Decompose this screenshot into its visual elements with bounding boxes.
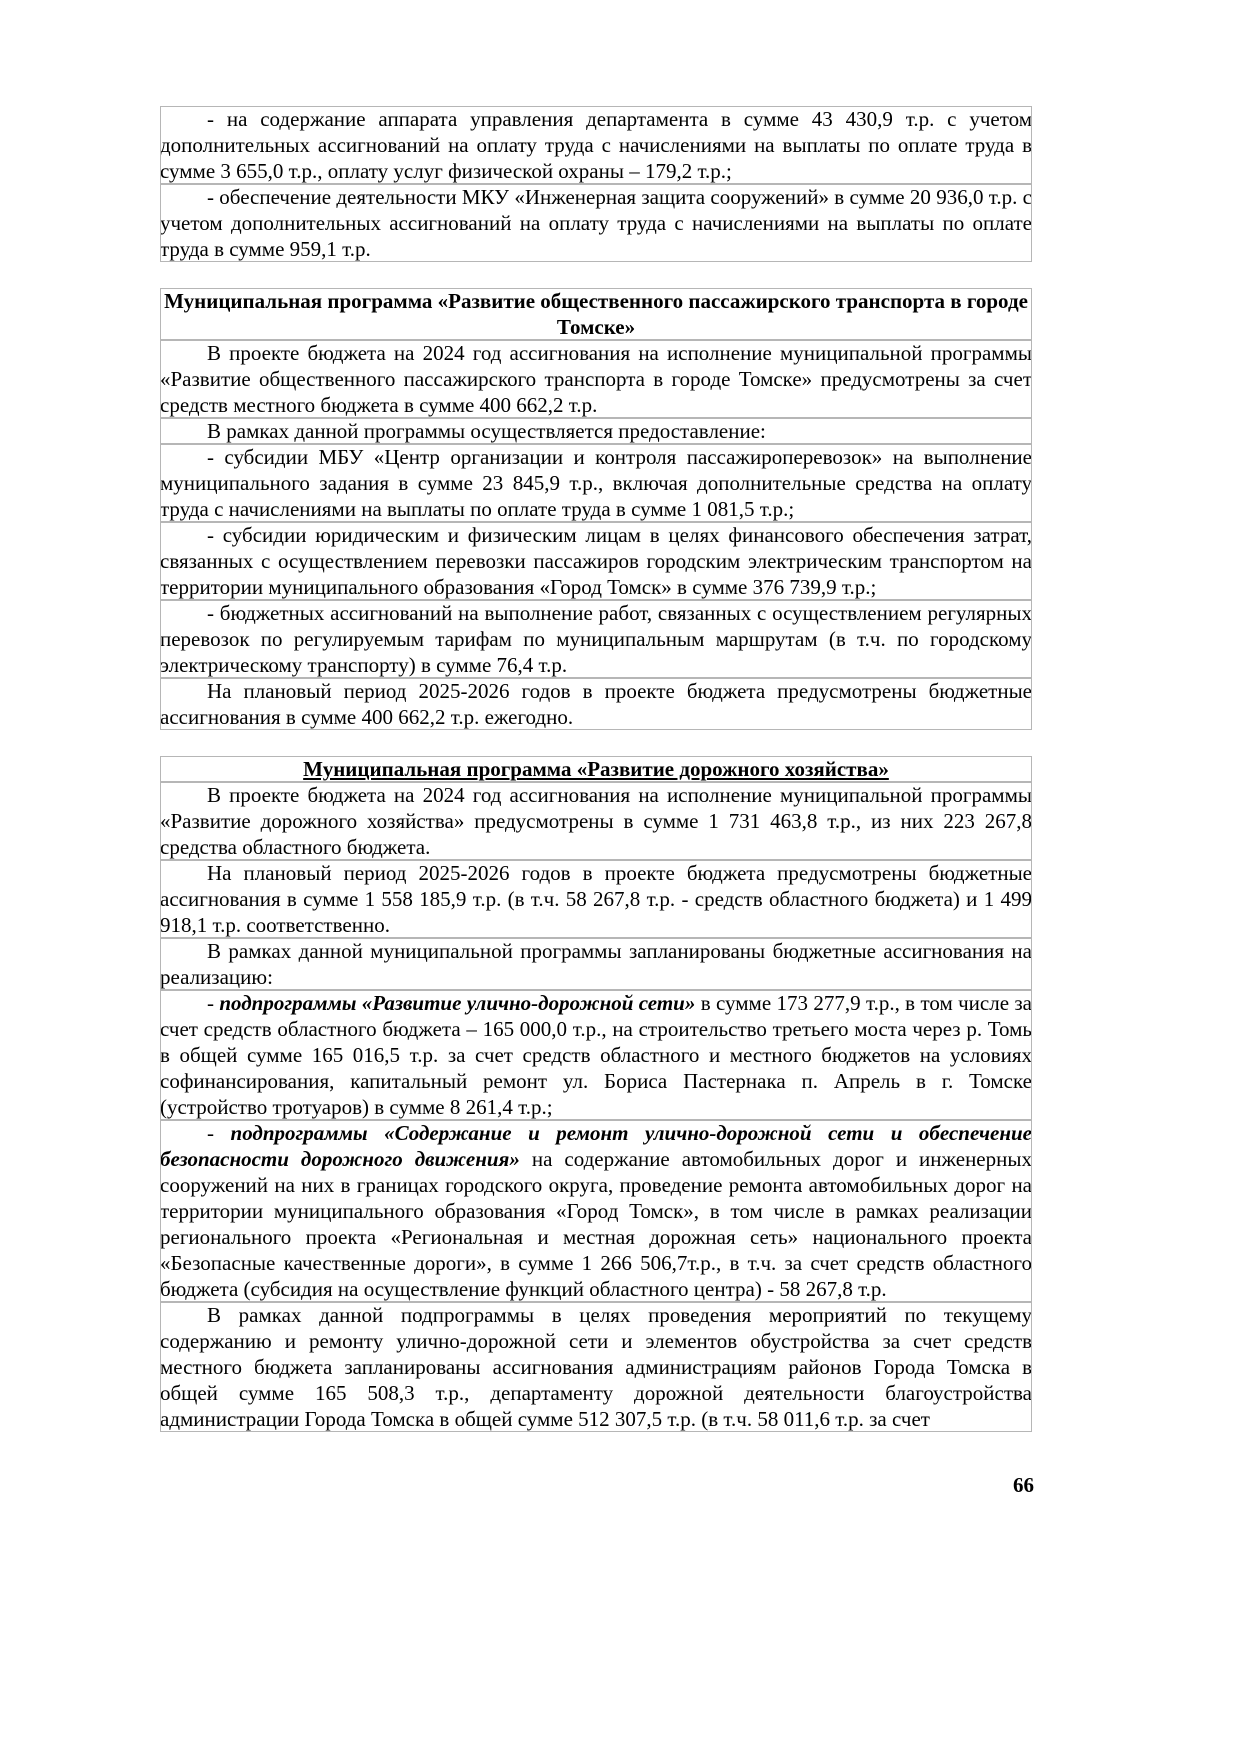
document-content bbox=[160, 106, 1032, 1432]
paragraph bbox=[160, 418, 1032, 444]
body-text: - bbox=[207, 1121, 231, 1145]
paragraph bbox=[160, 678, 1032, 730]
body-text: В рамках данной муниципальной программы запланированы бюджетные ассигнования на реализацию: bbox=[160, 939, 1032, 989]
body-text: в сумме 173 277,9 т.р., в том числе за счет средств областного бюджета – 165 000,0 т.р., на строительство третьего моста через р. Томь в общей сумме 165 016,5 т.р. за счет средств областного и местного бюджетов на условиях софинансирования, капитальный ремонт ул. Бориса Пастернака п. Апрель в г. Томске (устройство тротуаров) в сумме 8 261,4 т.р.; bbox=[160, 991, 1032, 1119]
paragraph bbox=[160, 860, 1032, 938]
paragraph bbox=[160, 1120, 1032, 1302]
body-text: - обеспечение деятельности МКУ «Инженерная защита сооружений» в сумме 20 936,0 т.р. с учетом дополнительных ассигнований на оплату труда с начислениями на выплаты по оплате труда в сумме 959,1 т.р. bbox=[160, 185, 1032, 261]
paragraph bbox=[160, 184, 1032, 262]
body-text: В проекте бюджета на 2024 год ассигнования на исполнение муниципальной программы «Развитие общественного пассажирского транспорта в городе Томске» предусмотрены за счет средств местного бюджета в сумме 400 662,2 т.р. bbox=[160, 341, 1032, 417]
body-text: На плановый период 2025-2026 годов в проекте бюджета предусмотрены бюджетные ассигнования в сумме 1 558 185,9 т.р. (в т.ч. 58 267,8 т.р. - средств областного бюджета) и 1 499 918,1 т.р. соответственно. bbox=[160, 861, 1032, 937]
paragraph bbox=[160, 600, 1032, 678]
body-text: В рамках данной программы осуществляется предоставление: bbox=[207, 419, 766, 443]
paragraph bbox=[160, 522, 1032, 600]
blank-line bbox=[160, 262, 1032, 288]
paragraph bbox=[160, 340, 1032, 418]
page-number: 66 bbox=[1013, 1473, 1034, 1497]
paragraph bbox=[160, 1302, 1032, 1432]
section-heading bbox=[160, 756, 1032, 782]
body-text: - бюджетных ассигнований на выполнение работ, связанных с осуществлением регулярных перевозок по регулируемым тарифам по муниципальным маршрутам (в т.ч. по городскому электрическому транспорту) в сумме 76,4 т.р. bbox=[160, 601, 1032, 677]
emphasized-text: подпрограммы «Развитие улично-дорожной сети» bbox=[219, 991, 696, 1015]
emphasized-text: подпрограммы «Содержание и ремонт улично-дорожной сети и обеспечение безопасности дорожного движения» bbox=[160, 1121, 1032, 1171]
body-text: Муниципальная программа «Развитие дорожного хозяйства» bbox=[303, 757, 889, 781]
body-text: - субсидии юридическим и физическим лицам в целях финансового обеспечения затрат, связанных с осуществлением перевозки пассажиров городским электрическим транспортом на территории муниципального образования «Город Томск» в сумме 376 739,9 т.р.; bbox=[160, 523, 1032, 599]
body-text: - субсидии МБУ «Центр организации и контроля пассажироперевозок» на выполнение муниципального задания в сумме 23 845,9 т.р., включая дополнительные средства на оплату труда с начислениями на выплаты по оплате труда в сумме 1 081,5 т.р.; bbox=[160, 445, 1032, 521]
body-text: Муниципальная программа «Развитие общественного пассажирского транспорта в городе Томске» bbox=[164, 289, 1028, 339]
paragraph bbox=[160, 782, 1032, 860]
body-text: - на содержание аппарата управления департамента в сумме 43 430,9 т.р. с учетом дополнительных ассигнований на оплату труда с начислениями на выплаты по оплате труда в сумме 3 655,0 т.р., оплату услуг физической охраны – 179,2 т.р.; bbox=[160, 107, 1032, 183]
body-text: В рамках данной подпрограммы в целях проведения мероприятий по текущему содержанию и ремонту улично-дорожной сети и элементов обустройства за счет средств местного бюджета запланированы ассигнования администрациям районов Города Томска в общей сумме 165 508,3 т.р., департаменту дорожной деятельности благоустройства администрации Города Томска в общей сумме 512 307,5 т.р. (в т.ч. 58 011,6 т.р. за счет bbox=[160, 1303, 1032, 1431]
body-text: В проекте бюджета на 2024 год ассигнования на исполнение муниципальной программы «Развитие дорожного хозяйства» предусмотрены в сумме 1 731 463,8 т.р., из них 223 267,8 средства областного бюджета. bbox=[160, 783, 1032, 859]
section-heading bbox=[160, 288, 1032, 340]
paragraph bbox=[160, 106, 1032, 184]
body-text: на содержание автомобильных дорог и инженерных сооружений на них в границах городского округа, проведение ремонта автомобильных дорог на территории муниципального образования «Город Томск», в том числе в рамках реализации регионального проекта «Региональная и местная дорожная сеть» национального проекта «Безопасные качественные дороги», в сумме 1 266 506,7т.р., в т.ч. за счет средств областного бюджета (субсидия на осуществление функций областного центра) - 58 267,8 т.р. bbox=[160, 1147, 1032, 1301]
body-text: На плановый период 2025-2026 годов в проекте бюджета предусмотрены бюджетные ассигнования в сумме 400 662,2 т.р. ежегодно. bbox=[160, 679, 1032, 729]
blank-line bbox=[160, 730, 1032, 756]
paragraph bbox=[160, 990, 1032, 1120]
paragraph bbox=[160, 938, 1032, 990]
body-text: - bbox=[207, 991, 220, 1015]
paragraph bbox=[160, 444, 1032, 522]
